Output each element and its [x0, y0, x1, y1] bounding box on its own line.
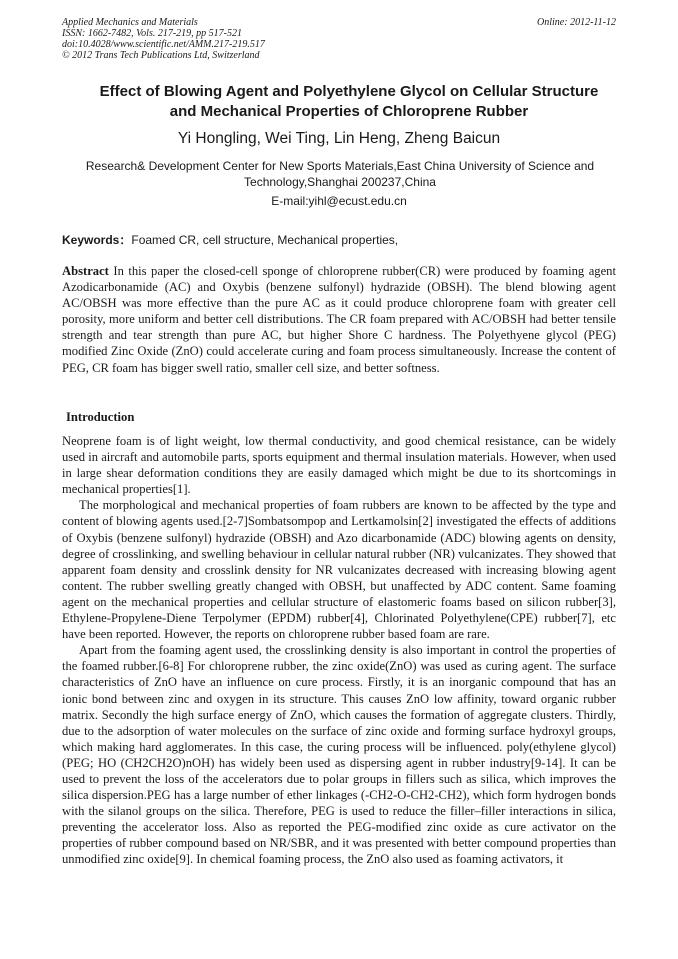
abstract-section [62, 263, 616, 376]
intro-paragraph-1: Neoprene foam is of light weight, low thermal conductivity, and good chemical resistance, can be widely used in aircraft and automobile parts, sports equipment and thermal insulation materials. However, when used in large shear deformation conditions they are easily damaged which might be due to its shortcomings in mechanical properties[1]. [62, 434, 616, 497]
online-date: Online: 2012-11-12 [537, 17, 616, 28]
keywords-section [62, 231, 618, 248]
intro-heading: Introduction [66, 410, 135, 424]
contact-email[interactable]: E-mail:yihl@ecust.edu.cn [271, 194, 407, 208]
paper-title [74, 82, 624, 122]
abstract-text: In this paper the closed-cell sponge of chloroprene rubber(CR) were produced by foaming agent Azodicarbonamide (AC) and Oxybis (benzene sulfonyl) hydrazide (OBSH). The blend blowing agent AC/OBSH was more effective than the pure AC as it could produce chloroprene foam with greater cell porosity, more uniform and better cell distributions. The CR foam prepared with AC/OBSH had better tensile strength and tear strength than pure AC, but higher Shore C hardness. The Polyethyene glycol (PEG) modified Zinc Oxide (ZnO) could accelerate curing and foam process simultaneously. Increase the content of PEG, CR foam has bigger swell ratio, smaller cell size, and better softness. [62, 264, 616, 375]
journal-header [62, 17, 616, 61]
introduction-section [62, 433, 616, 868]
copyright-line: © 2012 Trans Tech Publications Ltd, Switzerland [62, 50, 260, 61]
title-line-2: and Mechanical Properties of Chloroprene Rubber [169, 103, 529, 120]
doi-line[interactable]: doi:10.4028/www.scientific.net/AMM.217-219.517 [62, 39, 265, 50]
intro-paragraph-2: The morphological and mechanical properties of foam rubbers are known to be affected by the type and content of blowing agents used.[2-7]Sombatsompop and Lertkamolsin[2] investigated the effects of additions of Oxybis (benzene sulfonyl) hydrazide (OBSH) and Azo dicarbonamide (ADC) blowing agents on density, degree of crosslinking, and swelling behaviour in cellular natural rubber (NR) vulcanizates. They showed that apparent foam density and crosslink density for NR vulcanizates decreased with increasing blowing agent content. The rubber swelling greatly changed with OBSH, but unaffected by ADC content. Same foaming agent on the mechanical properties and cellular structure of elastomeric foams based on silicon rubber[3], Ethylene-Propylene-Diene Terpolymer (EPDM) rubber[4], Chlorinated Polyethylene(CPE) rubber[7], etc have been reported. However, the reports on chloroprene rubber based foam are rare. [62, 498, 616, 642]
abstract-label: Abstract [62, 264, 109, 278]
keywords-text: Foamed CR, cell structure, Mechanical properties, [131, 233, 399, 247]
intro-paragraph-3: Apart from the foaming agent used, the crosslinking density is also important in control the properties of the foamed rubber.[6-8] For chloroprene rubber, the zinc oxide(ZnO) was used as curing agent. The surface characteristics of ZnO have an influence on cure process. Firstly, it is an inorganic compound that has an ionic bond between zinc and oxygen in its structure. This causes ZnO low affinity, toward organic rubber matrix. Secondly the high surface energy of ZnO, which causes the formation of aggregate clusters. Thirdly, due to the adsorption of water molecules on the surface of zinc oxide and forming surface hydroxyl groups, which making hard agglomerates. In this case, the curing process will be influenced. poly(ethylene glycol) (PEG; HO (CH2CH2O)nOH) has widely been used as dispersing agent in rubber industry[9-14]. It can be used to prevent the loss of the accelerators due to polar groups in fillers such as silica, which improves the silica dispersion.PEG has a large number of ether linkages (-CH2-O-CH2-CH2), which form hydrogen bonds with the silanol groups on the silica. Therefore, PEG is used to reduce the filler–filler interactions in silica, preventing the accelerator loss. Also as reported the PEG-modified zinc oxide as cure activator on the properties of rubber compound based on NR/SBR, and it was presented with better compound properties than unmodified zinc oxide[9]. In chemical foaming process, the ZnO also used as foaming activators, it [62, 643, 616, 867]
keywords-label: Keywords： [62, 233, 132, 247]
affiliation: Research& Development Center for New Sports Materials,East China University of Science and Technology,Shanghai 200237,China [85, 159, 595, 189]
issn-line: ISSN: 1662-7482, Vols. 217-219, pp 517-521 [62, 28, 242, 39]
title-line-1: Effect of Blowing Agent and Polyethylene Glycol on Cellular Structure [99, 83, 599, 100]
author-list: Yi Hongling, Wei Ting, Lin Heng, Zheng Baicun [177, 130, 501, 147]
journal-name: Applied Mechanics and Materials [62, 17, 198, 28]
